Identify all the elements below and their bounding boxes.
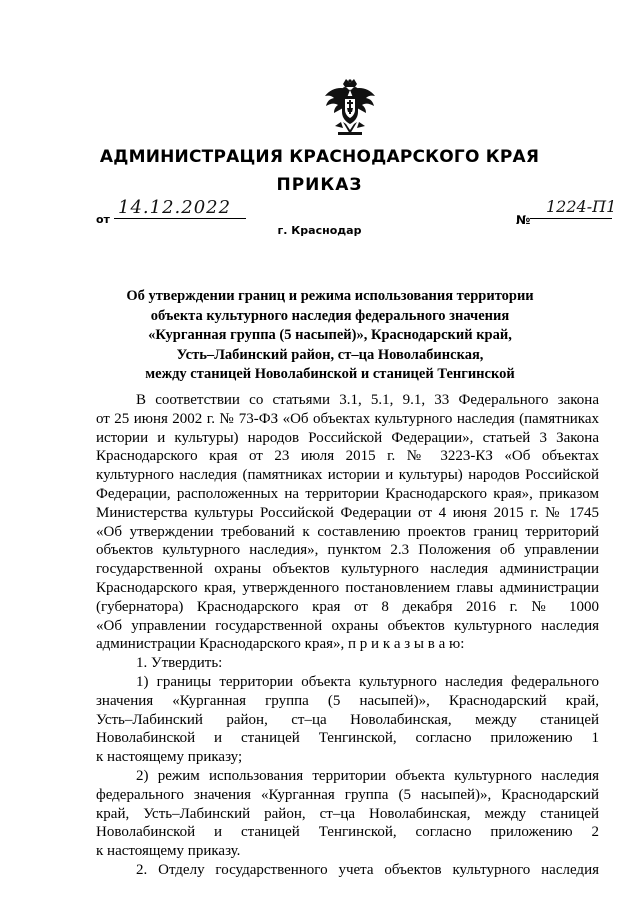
administration-title: АДМИНИСТРАЦИЯ КРАСНОДАРСКОГО КРАЯ: [99, 147, 540, 167]
body-line: 1. Утвердить:: [136, 655, 223, 672]
title-line: Усть–Лабинский район, ст–ца Новолабинская,: [176, 346, 484, 363]
body-line: Федерации, расположенных на территории Краснодарского края», приказом: [96, 485, 599, 502]
body-line: 2. Отделу государственного учета объектов культурного наследия: [136, 861, 599, 878]
body-line: Краснодарского края от 23 июля 2015 г. № 3223-КЗ «Об объектах: [96, 448, 599, 465]
body-line: 1) границы территории объекта культурного наследия федерального: [136, 673, 599, 690]
body-line: Новолабинской и станицей Тенгинской, согласно приложению 2: [96, 824, 599, 841]
order-title: [90, 287, 570, 385]
coat-of-arms-icon: [321, 78, 379, 138]
title-line: Об утверждении границ и режима использования территории: [126, 288, 534, 304]
date-value: 14.12.2022: [118, 197, 232, 218]
body-line: Усть–Лабинский район, ст–ца Новолабинская, между станицей: [96, 711, 599, 728]
body-line: государственной охраны объектов культурного наследия администрации: [96, 561, 599, 578]
body-line: от 25 июня 2002 г. № 73-ФЗ «Об объектах культурного наследия (памятниках: [96, 410, 599, 427]
body-line: истории и культуры) народов Российской Федерации», статьей 3 Закона: [96, 429, 599, 446]
document-type: ПРИКАЗ: [276, 175, 363, 195]
body-line: к настоящему приказу.: [96, 843, 241, 860]
body-line: объектов культурного наследия», пунктом 2.3 Положения об управлении: [96, 542, 599, 559]
body-line: Новолабинской и станицей Тенгинской, согласно приложению 1: [96, 730, 599, 747]
city-line: г. Краснодар: [277, 224, 362, 237]
body-line: 2) режим использования территории объекта культурного наследия: [136, 767, 599, 784]
body-line: федерального значения «Курганная группа (5 насыпей)», Краснодарский: [96, 786, 599, 803]
body-line: Краснодарского края, утвержденного постановлением главы администрации: [96, 579, 599, 596]
number-underline: [530, 218, 612, 219]
body-line: Министерства культуры Российской Федерации от 4 июня 2015 г. № 1745: [96, 504, 599, 521]
body-line: администрации Краснодарского края», п р и к а з ы в а ю:: [96, 636, 465, 653]
body-line: В соответствии со статьями 3.1, 5.1, 9.1, 33 Федерального закона: [136, 392, 599, 408]
body-line: «Об управлении государственной охраны объектов культурного наследия: [96, 617, 599, 634]
date-prefix: от: [96, 213, 110, 226]
title-line: «Курганная группа (5 насыпей)», Краснодарский край,: [148, 327, 512, 343]
order-body: [96, 391, 599, 880]
body-line: (губернатора) Краснодарского края от 8 декабря 2016 г. № 1000: [96, 598, 599, 615]
number-value: 1224-П1: [546, 197, 617, 216]
body-line: значения «Курганная группа (5 насыпей)», Краснодарский край,: [96, 692, 599, 709]
number-prefix: №: [516, 213, 531, 227]
body-line: край, Усть–Лабинский район, ст–ца Новолабинская, между станицей: [96, 805, 599, 822]
date-underline: [114, 218, 246, 219]
body-line: культурного наследия (памятниках истории и культуры) народов Российской: [96, 467, 599, 484]
body-line: «Об утверждении требований к составлению проектов границ территорий: [96, 523, 599, 540]
title-line: объекта культурного наследия федерального значения: [150, 307, 510, 324]
title-line: между станицей Новолабинской и станицей Тенгинской: [145, 366, 515, 382]
body-line: к настоящему приказу;: [96, 749, 243, 766]
